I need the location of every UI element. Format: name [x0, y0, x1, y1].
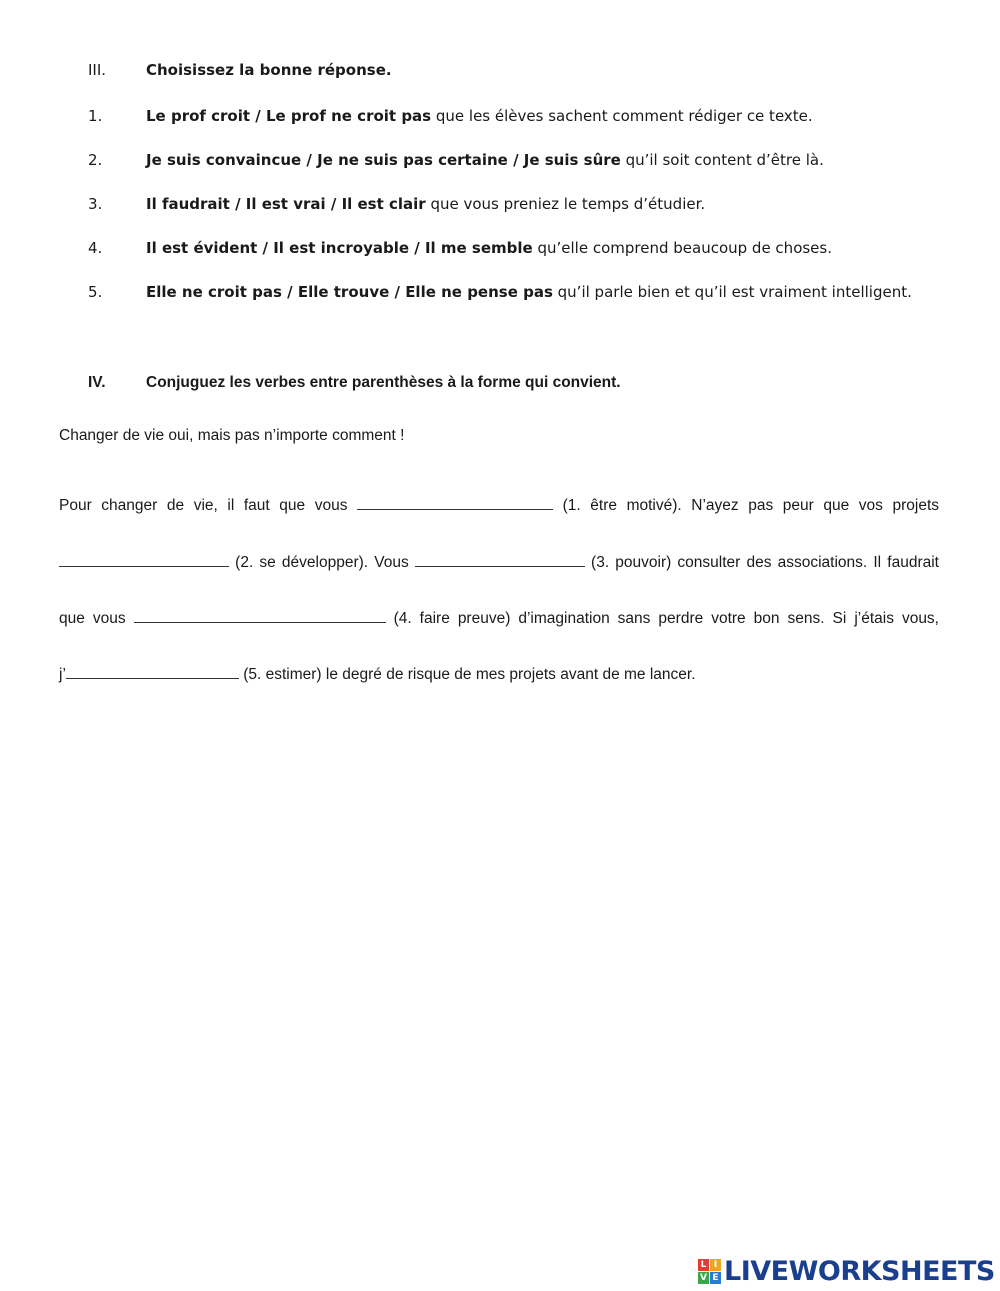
- text-segment: (4. faire preuve) d’imagination sans perdre votre bon sens. Si j’étais vous,: [393, 610, 939, 627]
- section-3-number: III.: [88, 61, 107, 79]
- blank-4-input[interactable]: [134, 608, 386, 623]
- section-3-title: Choisissez la bonne réponse.: [146, 61, 392, 79]
- answer-options[interactable]: Je suis convaincue / Je ne suis pas certaine / Je suis sûre: [146, 151, 621, 169]
- answer-options[interactable]: Il est évident / Il est incroyable / Il me semble: [146, 239, 533, 257]
- blank-2-input[interactable]: [59, 552, 229, 567]
- text-segment: (5. estimer) le degré de risque de mes projets avant de me lancer.: [243, 666, 696, 683]
- question-3: [88, 195, 705, 213]
- text-segment: Pour changer de vie, il faut que vous: [59, 497, 348, 514]
- blank-1-input[interactable]: [357, 495, 553, 510]
- question-number: 5.: [88, 283, 103, 301]
- section-4-heading: [88, 374, 621, 392]
- question-text: que les élèves sachent comment rédiger ce texte.: [431, 107, 813, 125]
- section-4-number: IV.: [88, 374, 106, 391]
- section-3-heading: [88, 61, 392, 79]
- question-2: [88, 151, 824, 169]
- question-text: qu’il parle bien et qu’il est vraiment intelligent.: [552, 283, 912, 301]
- exercise-subtitle: Changer de vie oui, mais pas n’importe comment !: [59, 427, 405, 444]
- text-line-1: [59, 495, 939, 517]
- text-segment: (3. pouvoir) consulter des associations. Il faudrait: [591, 554, 939, 571]
- text-line-3: [59, 608, 939, 630]
- text-segment: j’: [59, 666, 66, 683]
- blank-3-input[interactable]: [415, 552, 585, 567]
- question-text: qu’elle comprend beaucoup de choses.: [532, 239, 832, 257]
- question-4: [88, 239, 832, 257]
- question-number: 1.: [88, 107, 103, 125]
- logo-mark-icon: [698, 1259, 721, 1284]
- text-segment: (2. se développer). Vous: [235, 554, 409, 571]
- logo-letter: E: [710, 1272, 721, 1284]
- question-text: qu’il soit content d’être là.: [620, 151, 824, 169]
- text-segment: (1. être motivé). N’ayez pas peur que vos projets: [562, 497, 939, 514]
- answer-options[interactable]: Il faudrait / Il est vrai / Il est clair: [146, 195, 426, 213]
- logo-letter: L: [698, 1259, 709, 1271]
- question-1: [88, 107, 813, 125]
- section-4-title: Conjuguez les verbes entre parenthèses à la forme qui convient.: [146, 374, 621, 391]
- question-number: 2.: [88, 151, 103, 169]
- logo-text: LIVEWORKSHEETS: [724, 1255, 995, 1287]
- text-line-4: [59, 664, 939, 684]
- logo-letter: V: [698, 1272, 709, 1284]
- question-number: 4.: [88, 239, 103, 257]
- answer-options[interactable]: Elle ne croit pas / Elle trouve / Elle ne pense pas: [146, 283, 553, 301]
- liveworksheets-logo: [698, 1256, 995, 1286]
- blank-5-input[interactable]: [66, 664, 239, 679]
- question-5: [88, 283, 912, 301]
- text-line-2: [59, 552, 939, 574]
- answer-options[interactable]: Le prof croit / Le prof ne croit pas: [146, 107, 432, 125]
- text-segment: que vous: [59, 610, 126, 627]
- question-text: que vous preniez le temps d’étudier.: [425, 195, 706, 213]
- question-number: 3.: [88, 195, 103, 213]
- logo-letter: I: [710, 1259, 721, 1271]
